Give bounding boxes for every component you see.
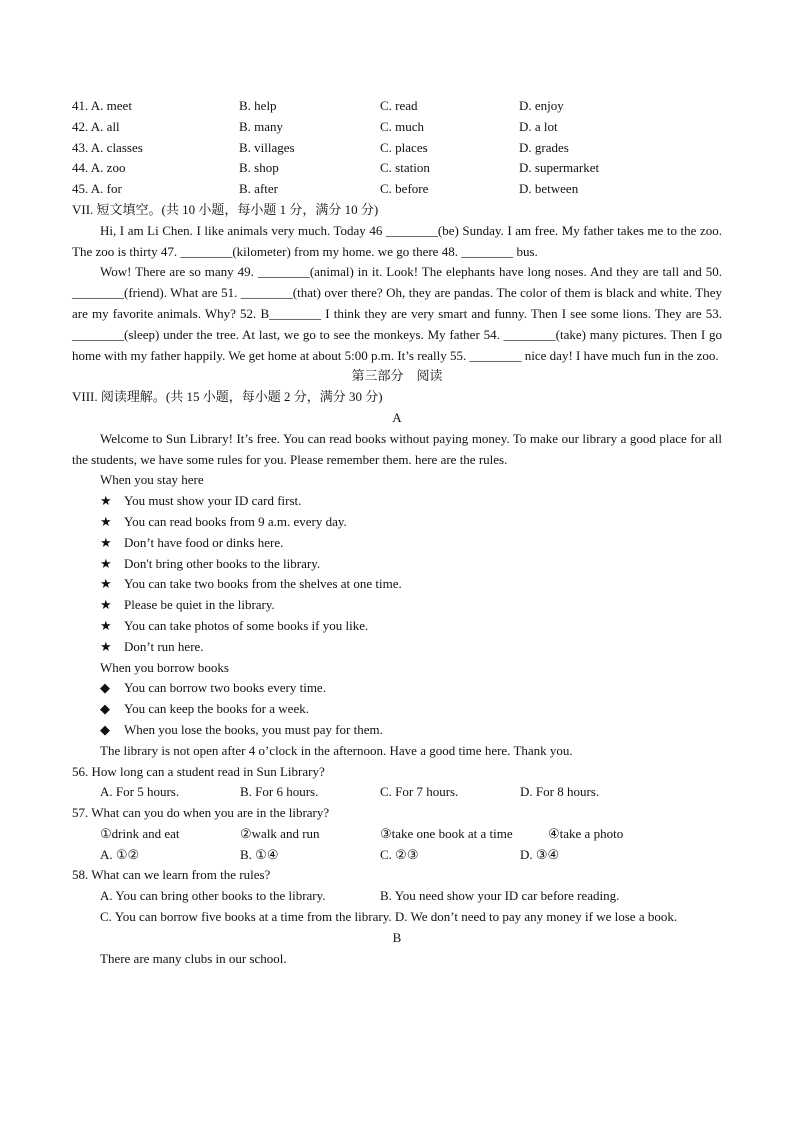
rule-item [72,491,722,512]
diamond-icon: ◆ [100,721,110,737]
passage-intro: There are many clubs in our school. [100,950,287,966]
rule-text: You must show your ID card first. [124,493,302,509]
rule-item [72,574,722,595]
rule-item [72,637,722,658]
star-icon: ★ [100,534,112,550]
star-icon: ★ [100,555,112,571]
rule-item [72,699,722,720]
mc-option: 42. A. all [72,118,120,134]
passage-label: B [392,929,402,945]
option-c: C. For 7 hours. [380,784,459,800]
rules-subtitle: When you borrow books [100,659,229,675]
rule-text: You can read books from 9 a.m. every day. [124,513,347,529]
option-b: B. ①④ [240,846,279,862]
mc-option: D. supermarket [519,160,600,176]
rule-text: Please be quiet in the library. [124,597,275,613]
item-3: ③take one book at a time [380,825,513,841]
item-2: ②walk and run [240,825,320,841]
option-d: D. For 8 hours. [520,784,600,800]
mc-option: B. villages [239,139,295,155]
mc-row [72,158,722,179]
question-57: 57. What can you do when you are in the library? [72,805,330,821]
question-58-options-ab [72,886,722,907]
passage-label: A [392,409,402,425]
rule-item [72,678,722,699]
mc-options [72,96,722,200]
star-icon: ★ [100,576,112,592]
mc-option: C. much [380,118,425,134]
rule-text: Don't bring other books to the library. [124,555,321,571]
question-57-items [72,824,722,845]
passage-intro: Welcome to Sun Library! It’s free. You can read books without paying money. To make our library a good place for all the students, we have some rules for you. Please remember them. here are the rules. [72,430,722,467]
part-title: 第三部分 阅读 [351,368,443,384]
mc-option: C. read [380,98,418,113]
mc-row [72,138,722,159]
option-c: C. ②③ [380,846,419,862]
mc-option: 44. A. zoo [72,160,126,176]
mc-option: 41. A. meet [72,98,132,113]
rules-subtitle: When you stay here [100,472,204,488]
star-icon: ★ [100,597,112,613]
passage-closing: The library is not open after 4 o’clock in the afternoon. Have a good time here. Thank you. [100,742,573,758]
rule-item [72,554,722,575]
mc-option: C. places [380,139,428,155]
question-57-options [72,845,722,866]
star-icon: ★ [100,493,112,509]
exam-page [72,96,722,969]
option-a: A. For 5 hours. [100,784,180,800]
mc-option: C. before [380,181,429,197]
option-b: B. You need show your ID car before reading. [380,888,620,904]
section-heading: VIII. 阅读理解。(共 15 小题，每小题 2 分，满分 30 分) [72,389,383,405]
mc-option: B. many [239,118,284,134]
mc-option: D. enjoy [519,98,564,113]
rule-item [72,512,722,533]
diamond-icon: ◆ [100,680,110,696]
rule-text: You can take two books from the shelves at one time. [124,576,402,592]
question-58: 58. What can we learn from the rules? [72,867,271,883]
option-d: D. ③④ [520,846,560,862]
rule-item [72,616,722,637]
cloze-paragraph: Wow! There are so many 49. ________(animal) in it. Look! The elephants have long noses. And they are tall and 50. ________(friend). What are 51. ________(that) over there? Oh, they are pandas. The color of them is black and white. They are my favorite animals. Why? 52. B________ I think they are very smart and funny. Then I see some lions. They are 53. ________(sleep) under the tree. At last, we go to see the monkeys. My father 54. ________(take) many pictures. Then I go home with my father happily. We get home at about 5:00 p.m. It’s really 55. ________ nice day! I have much fun in the zoo. [72,264,722,363]
mc-row [72,179,722,200]
mc-option: C. station [380,160,430,176]
section-heading: VII. 短文填空。(共 10 小题，每小题 1 分，满分 10 分) [72,201,379,217]
rule-item [72,595,722,616]
mc-option: D. between [519,181,579,197]
option-a: A. ①② [100,846,140,862]
mc-option: B. after [239,181,278,197]
item-4: ④take a photo [548,825,624,841]
rule-text: When you lose the books, you must pay for them. [124,721,383,737]
question-58-options-cd: C. You can borrow five books at a time from the library. D. We don’t need to pay any money if we lose a book. [100,909,678,925]
option-b: B. For 6 hours. [240,784,319,800]
question-56-options [72,782,722,803]
mc-option: 43. A. classes [72,139,143,155]
star-icon: ★ [100,617,112,633]
mc-row [72,117,722,138]
mc-option: D. a lot [519,118,558,134]
mc-option: D. grades [519,139,569,155]
rule-item [72,720,722,741]
rule-text: You can take photos of some books if you like. [124,617,369,633]
rule-text: Don’t have food or dinks here. [124,534,284,550]
cloze-paragraph: Hi, I am Li Chen. I like animals very much. Today 46 ________(be) Sunday. I am free. My father takes me to the zoo. The zoo is thirty 47. ________(kilometer) from my home. we go there 48. ________ bus. [72,222,722,259]
rule-item [72,533,722,554]
rule-text: You can keep the books for a week. [124,701,309,717]
star-icon: ★ [100,638,112,654]
star-icon: ★ [100,513,112,529]
item-1: ①drink and eat [100,825,180,841]
mc-option: B. shop [239,160,279,176]
rule-text: Don’t run here. [124,638,204,654]
option-a: A. You can bring other books to the library. [100,888,326,904]
diamond-icon: ◆ [100,701,110,717]
rule-text: You can borrow two books every time. [124,680,326,696]
mc-option: B. help [239,98,277,113]
mc-row [72,96,722,117]
mc-option: 45. A. for [72,181,122,197]
question-56: 56. How long can a student read in Sun Library? [72,763,325,779]
